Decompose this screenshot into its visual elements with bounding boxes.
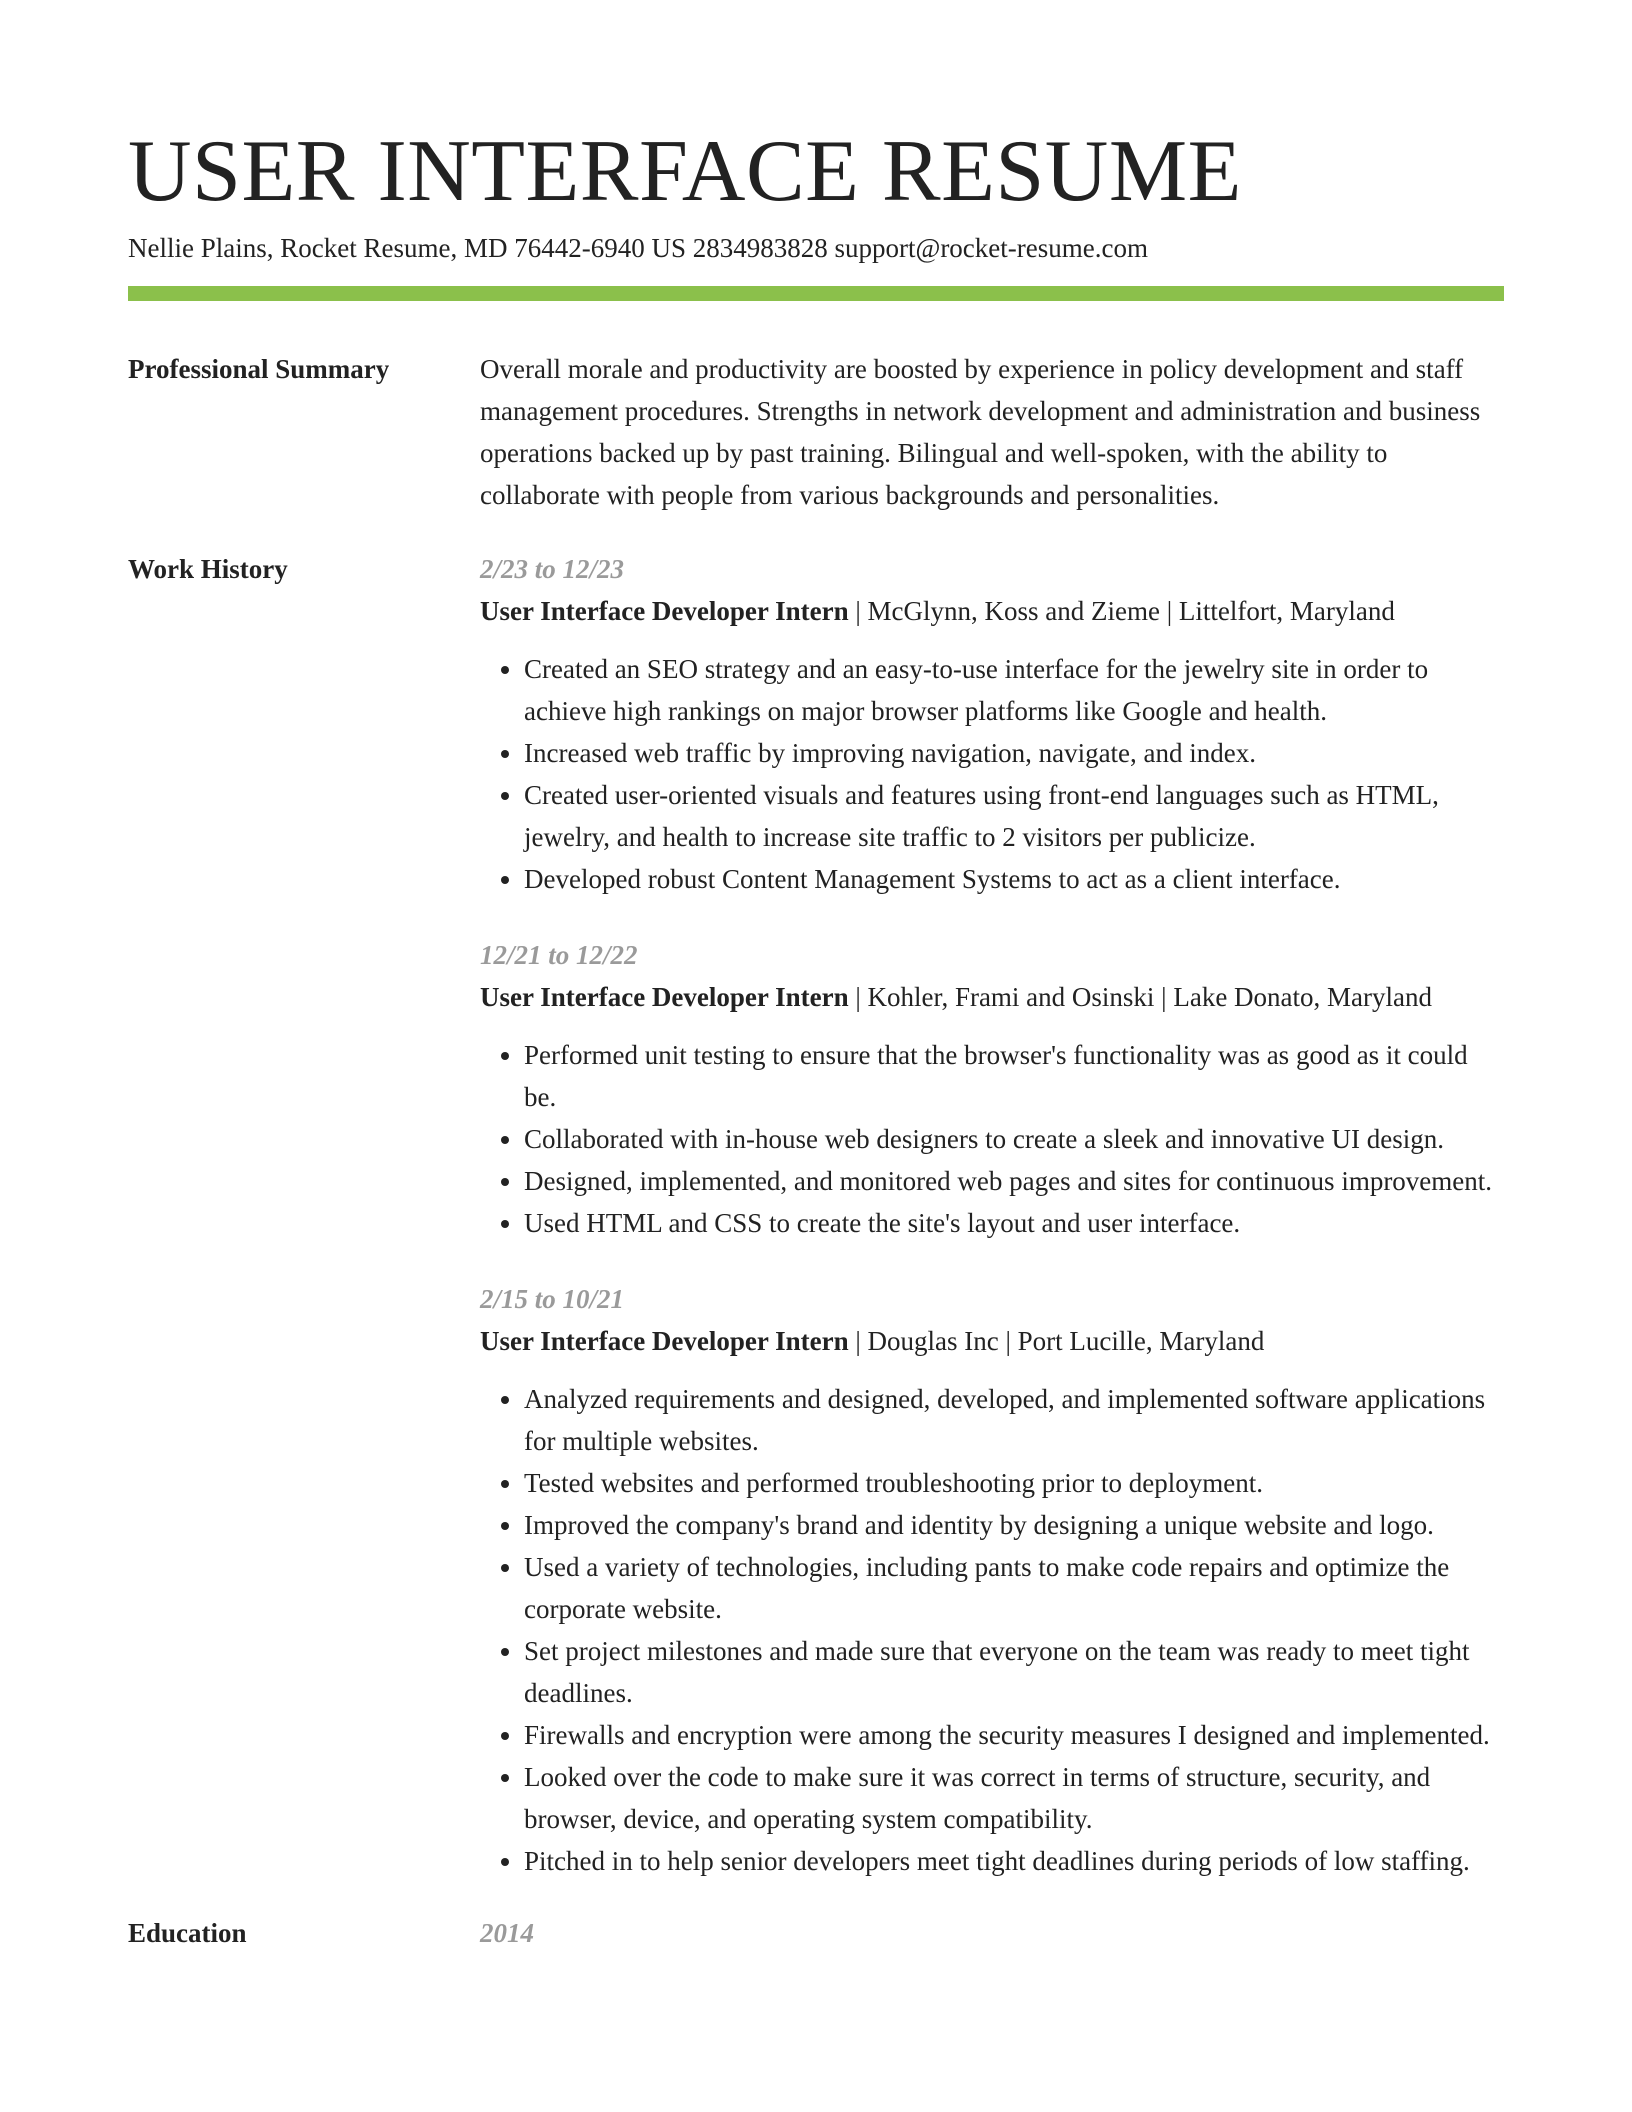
- job-bullets: [480, 1378, 1504, 1882]
- job-bullet: • Analyzed requirements and designed, developed, and implemented software applications for multiple websites.: [524, 1378, 1504, 1462]
- accent-divider: [128, 286, 1504, 301]
- section-label: Work History: [128, 554, 288, 584]
- job-entry: [480, 548, 1504, 900]
- section-professional-summary: [128, 348, 1504, 516]
- job-bullet: • Pitched in to help senior developers meet tight deadlines during periods of low staffing.: [524, 1840, 1504, 1882]
- job-date: 2/23 to 12/23: [480, 554, 625, 584]
- job-date: 12/21 to 12/22: [480, 940, 638, 970]
- section-work-history: [128, 548, 1504, 1912]
- section-education: [128, 1912, 1504, 1954]
- job-company-location: | Douglas Inc | Port Lucille, Maryland: [848, 1326, 1265, 1356]
- resume-title: USER INTERFACE RESUME: [128, 123, 1242, 220]
- section-body: [480, 348, 1504, 516]
- job-bullet: • Designed, implemented, and monitored web pages and sites for continuous improvement.: [524, 1160, 1504, 1202]
- job-date: 2/15 to 10/21: [480, 1284, 625, 1314]
- job-title: User Interface Developer Intern: [480, 1326, 849, 1356]
- contact-info: Nellie Plains, Rocket Resume, MD 76442-6940 US 2834983828 support@rocket-resume.com: [128, 233, 1148, 263]
- job-heading: [480, 976, 1504, 1018]
- job-heading: [480, 590, 1504, 632]
- section-label: Professional Summary: [128, 354, 390, 384]
- job-bullet: • Developed robust Content Management Systems to act as a client interface.: [524, 858, 1504, 900]
- job-bullet: • Performed unit testing to ensure that the browser's functionality was as good as it could be.: [524, 1034, 1504, 1118]
- job-bullet: • Increased web traffic by improving navigation, navigate, and index.: [524, 732, 1504, 774]
- job-bullet: • Firewalls and encryption were among the security measures I designed and implemented.: [524, 1714, 1504, 1756]
- job-entry: [480, 1278, 1504, 1882]
- job-heading: [480, 1320, 1504, 1362]
- job-bullet: • Collaborated with in-house web designers to create a sleek and innovative UI design.: [524, 1118, 1504, 1160]
- job-entry: [480, 934, 1504, 1244]
- job-bullets: [480, 1034, 1504, 1244]
- section-label: Education: [128, 1918, 247, 1948]
- summary-text: Overall morale and productivity are boosted by experience in policy development and staff management procedures. Strengths in network development and administration and business operations backed up by past training. Bilingual and well-spoken, with the ability to collaborate with people from various backgrounds and personalities.: [480, 354, 1481, 510]
- job-company-location: | Kohler, Frami and Osinski | Lake Donato, Maryland: [848, 982, 1433, 1012]
- resume-content: [128, 348, 1504, 1954]
- section-body: [480, 1912, 1504, 1954]
- job-bullet: • Improved the company's brand and identity by designing a unique website and logo.: [524, 1504, 1504, 1546]
- job-bullet: • Created user-oriented visuals and features using front-end languages such as HTML, jewelry, and health to increase site traffic to 2 visitors per publicize.: [524, 774, 1504, 858]
- job-bullet: • Used HTML and CSS to create the site's layout and user interface.: [524, 1202, 1504, 1244]
- job-bullet: • Used a variety of technologies, including pants to make code repairs and optimize the corporate website.: [524, 1546, 1504, 1630]
- job-bullet: • Looked over the code to make sure it was correct in terms of structure, security, and browser, device, and operating system compatibility.: [524, 1756, 1504, 1840]
- job-bullet: • Set project milestones and made sure that everyone on the team was ready to meet tight deadlines.: [524, 1630, 1504, 1714]
- job-bullet: • Tested websites and performed troubleshooting prior to deployment.: [524, 1462, 1504, 1504]
- jobs-list: [480, 548, 1504, 1912]
- education-date: 2014: [480, 1918, 534, 1948]
- job-bullet: • Created an SEO strategy and an easy-to-use interface for the jewelry site in order to achieve high rankings on major browser platforms like Google and health.: [524, 648, 1504, 732]
- job-bullets: [480, 648, 1504, 900]
- job-title: User Interface Developer Intern: [480, 982, 849, 1012]
- job-title: User Interface Developer Intern: [480, 596, 849, 626]
- job-company-location: | McGlynn, Koss and Zieme | Littelfort, Maryland: [848, 596, 1395, 626]
